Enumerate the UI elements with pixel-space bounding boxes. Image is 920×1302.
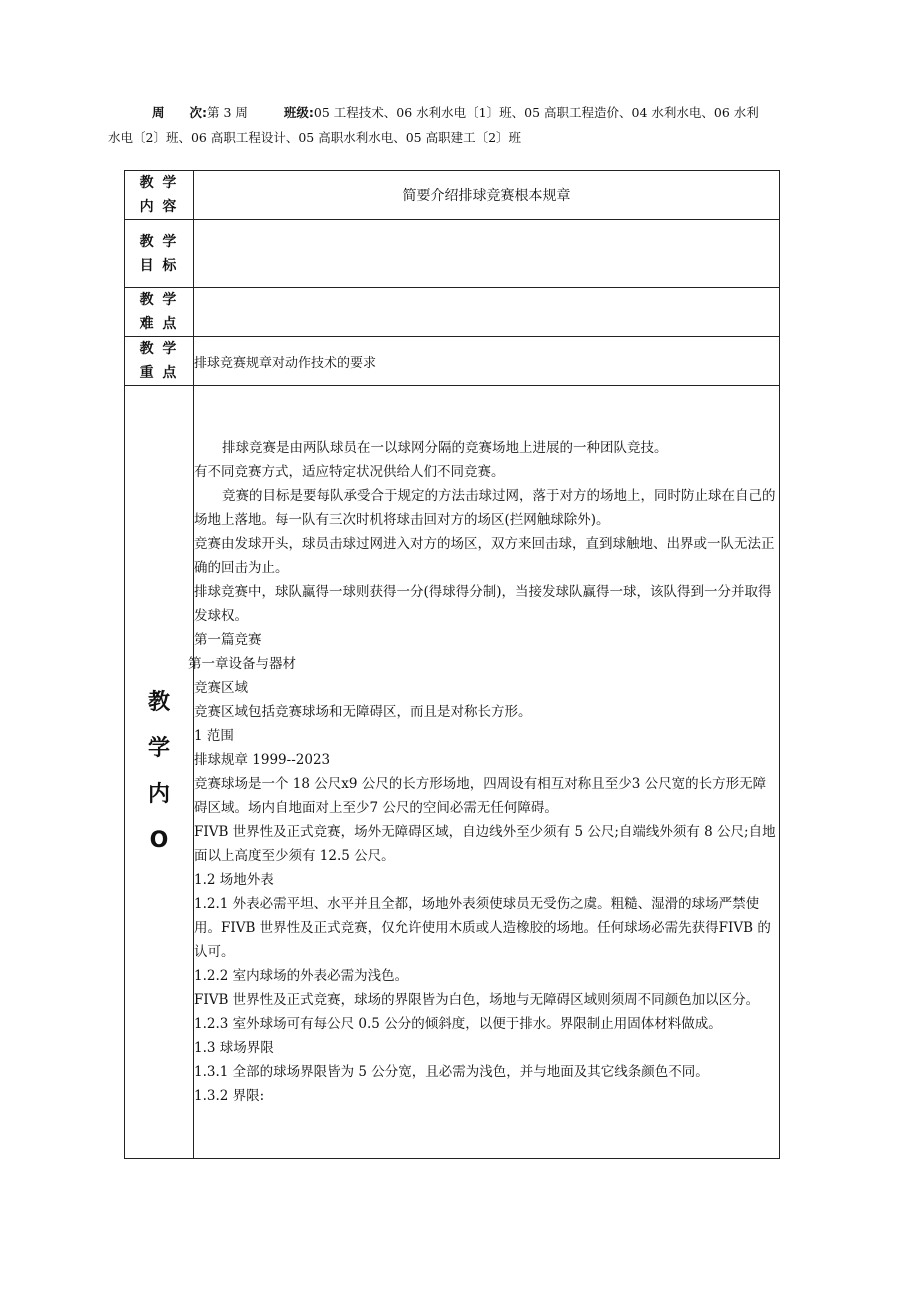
paragraph: 竞赛的目标是要每队承受合于规定的方法击球过网，落于对方的场地上，同时防止球在自己的场地上落地。每一队有三次时机将球击回对方的场区(拦网触球除外)。 [194, 488, 776, 528]
label-teaching-content [125, 386, 194, 1159]
big-label-0: 教 [147, 690, 170, 715]
paragraph: 1.3.2 界限: [194, 1088, 265, 1104]
content-title-value: 简要介绍排球竞赛根本规章 [194, 171, 780, 220]
keypoint-value: 排球竞赛规章对动作技术的要求 [194, 337, 780, 386]
label-objective [125, 220, 194, 288]
paragraph: 有不同竞赛方式，适应特定状况供给人们不同竞赛。 [194, 464, 505, 480]
label-objective-bottom: 目 标 [139, 257, 179, 274]
paragraph: 竞赛由发球开头，球员击球过网进入对方的场区，双方来回击球，直到球触地、出界或一队无法正确的回击为止。 [194, 536, 775, 576]
row-keypoint [125, 337, 780, 386]
objective-value [194, 220, 780, 288]
row-difficulty [125, 288, 780, 337]
paragraph: 竞赛球场是一个 18 公尺x9 公尺的长方形场地，四周设有相互对称且至少3 公尺宽的长方形无障碍区域。场内自地面对上至少7 公尺的空间必需无任何障碍。 [194, 776, 767, 816]
class-value-line2: 水电〔2〕班、06 高职工程设计、05 高职水利水电、05 高职建工〔2〕班 [108, 130, 522, 145]
label-keypoint-bottom: 重 点 [139, 365, 179, 381]
paragraph: 第一章设备与器材 [188, 656, 296, 672]
paragraph: 第一篇竞赛 [194, 632, 262, 648]
paragraph: 1 范围 [194, 728, 234, 744]
label-difficulty-top: 教 学 [139, 292, 179, 308]
big-label-3: O [149, 828, 169, 853]
class-value-line1: 05 工程技术、06 水利水电〔1〕班、05 高职工程造价、04 水利水电、06 水利 [313, 105, 759, 120]
label-content-bottom: 内 容 [139, 199, 179, 215]
paragraph: 1.2.2 室内球场的外表必需为浅色。 [194, 968, 409, 984]
header-info [108, 100, 780, 150]
paragraph: 1.2.3 室外球场可有每公尺 0.5 公分的倾斜度，以便于排水。界限制止用固体材料做成。 [194, 1016, 722, 1032]
paragraph: 竞赛区域包括竞赛球场和无障碍区，而且是对称长方形。 [194, 704, 532, 720]
label-difficulty-bottom: 难 点 [139, 316, 179, 332]
paragraph: 1.3 球场界限 [194, 1040, 274, 1056]
paragraph: 排球竞赛中，球队赢得一球则获得一分(得球得分制)，当接发球队赢得一球，该队得到一分并取得发球权。 [194, 584, 772, 624]
content-body [188, 386, 780, 1159]
lesson-plan-table [124, 170, 780, 1159]
paragraph: FIVB 世界性及正式竞赛，场外无障碍区域，自边线外至少须有 5 公尺;自端线外须有 8 公尺;自地面以上高度至少须有 12.5 公尺。 [194, 824, 776, 864]
week-label: 周 次: [152, 105, 207, 120]
row-content-body [125, 386, 780, 1159]
paragraph: 排球竞赛是由两队球员在一以球网分隔的竞赛场地上进展的一种团队竞技。 [222, 440, 668, 456]
row-objective [125, 220, 780, 288]
difficulty-value [194, 288, 780, 337]
label-keypoint-top: 教 学 [139, 341, 179, 357]
label-objective-top: 教 学 [139, 233, 179, 250]
week-value: 第 3 周 [207, 105, 248, 120]
paragraph: 1.2.1 外表必需平坦、水平并且全都，场地外表须使球员无受伤之虞。粗糙、湿滑的球场严禁使用。FIVB 世界性及正式竞赛，仅允许使用木质或人造橡胶的场地。任何球场必需先获得FIVB 的认可。 [194, 896, 771, 960]
paragraph: 竞赛区域 [194, 680, 248, 696]
class-label: 班级: [283, 105, 314, 120]
row-content-title [125, 171, 780, 220]
label-content-top: 教 学 [139, 175, 179, 191]
paragraph: 排球规章 1999--2023 [194, 752, 331, 768]
paragraph: FIVB 世界性及正式竞赛，球场的界限皆为白色，场地与无障碍区域则须周不同颜色加以区分。 [194, 992, 760, 1008]
paragraph: 1.2 场地外表 [194, 872, 274, 888]
label-content [125, 171, 194, 220]
big-label-2: 内 [147, 782, 170, 807]
label-difficulty [125, 288, 194, 337]
paragraph: 1.3.1 全部的球场界限皆为 5 公分宽，且必需为浅色，并与地面及其它线条颜色不同。 [194, 1064, 709, 1080]
label-keypoint [125, 337, 194, 386]
big-label-1: 学 [147, 736, 170, 761]
